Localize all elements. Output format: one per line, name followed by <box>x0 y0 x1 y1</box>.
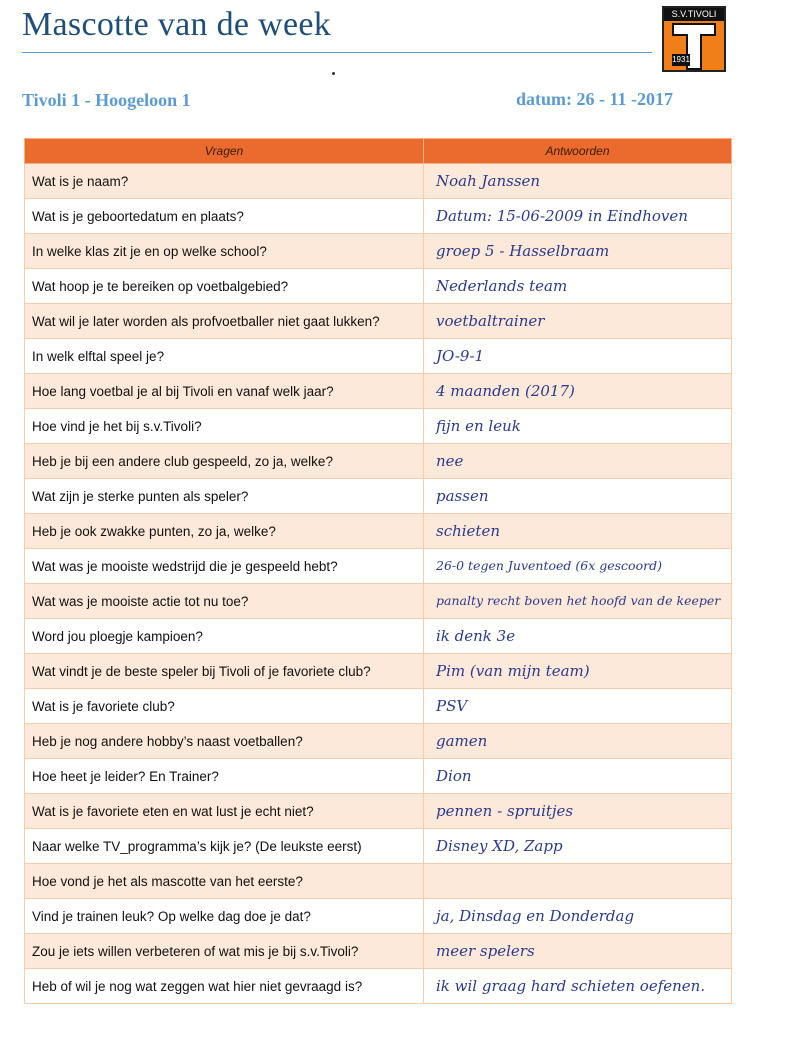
table-row <box>25 444 732 479</box>
answer-cell: PSV <box>424 689 732 724</box>
title-divider <box>22 52 652 53</box>
table-row <box>25 164 732 199</box>
club-logo <box>662 6 726 72</box>
question-cell: Heb je ook zwakke punten, zo ja, welke? <box>25 514 424 549</box>
answer-cell <box>424 864 732 899</box>
col-header-answers: Antwoorden <box>424 139 732 164</box>
answer-cell: Dion <box>424 759 732 794</box>
question-cell: Word jou ploegje kampioen? <box>25 619 424 654</box>
table-row <box>25 829 732 864</box>
question-cell: Hoe vind je het bij s.v.Tivoli? <box>25 409 424 444</box>
match-label: Tivoli 1 - Hoogeloon 1 <box>22 90 191 110</box>
answer-cell: meer spelers <box>424 934 732 969</box>
answer-cell: ik denk 3e <box>424 619 732 654</box>
question-cell: Wat is je favoriete club? <box>25 689 424 724</box>
answer-cell: Disney XD, Zapp <box>424 829 732 864</box>
question-cell: Heb of wil je nog wat zeggen wat hier niet gevraagd is? <box>25 969 424 1004</box>
answer-cell: Nederlands team <box>424 269 732 304</box>
table-row <box>25 339 732 374</box>
answer-cell: groep 5 - Hasselbraam <box>424 234 732 269</box>
table-row <box>25 479 732 514</box>
question-cell: Hoe heet je leider? En Trainer? <box>25 759 424 794</box>
question-cell: Wat is je favoriete eten en wat lust je echt niet? <box>25 794 424 829</box>
answer-cell: Pim (van mijn team) <box>424 654 732 689</box>
answer-cell: pennen - spruitjes <box>424 794 732 829</box>
table-header-row <box>25 139 732 164</box>
table-row <box>25 724 732 759</box>
table-row <box>25 234 732 269</box>
table-row <box>25 374 732 409</box>
table-row <box>25 759 732 794</box>
table-row <box>25 619 732 654</box>
answer-cell: Noah Janssen <box>424 164 732 199</box>
logo-text: S.V.TIVOLI <box>664 8 724 21</box>
table-row <box>25 584 732 619</box>
table-row <box>25 269 732 304</box>
answer-cell: nee <box>424 444 732 479</box>
question-cell: Wat was je mooiste wedstrijd die je gespeeld hebt? <box>25 549 424 584</box>
table-row <box>25 409 732 444</box>
table-row <box>25 864 732 899</box>
questionnaire-table <box>24 138 732 1004</box>
question-cell: Wat is je naam? <box>25 164 424 199</box>
question-cell: Heb je nog andere hobby’s naast voetballen? <box>25 724 424 759</box>
question-cell: Hoe vond je het als mascotte van het eerste? <box>25 864 424 899</box>
logo-year: 1931 <box>672 55 690 64</box>
answer-cell: voetbaltrainer <box>424 304 732 339</box>
question-cell: In welk elftal speel je? <box>25 339 424 374</box>
answer-cell: 26-0 tegen Juventoed (6x gescoord) <box>424 549 732 584</box>
question-cell: Wat is je geboortedatum en plaats? <box>25 199 424 234</box>
question-cell: Wat wil je later worden als profvoetballer niet gaat lukken? <box>25 304 424 339</box>
question-cell: Wat hoop je te bereiken op voetbalgebied? <box>25 269 424 304</box>
table-row <box>25 969 732 1004</box>
question-cell: Vind je trainen leuk? Op welke dag doe je dat? <box>25 899 424 934</box>
table-row <box>25 899 732 934</box>
question-cell: Hoe lang voetbal je al bij Tivoli en vanaf welk jaar? <box>25 374 424 409</box>
question-cell: Wat zijn je sterke punten als speler? <box>25 479 424 514</box>
table-row <box>25 934 732 969</box>
table-row <box>25 304 732 339</box>
table-row <box>25 514 732 549</box>
answer-cell: 4 maanden (2017) <box>424 374 732 409</box>
answer-cell: gamen <box>424 724 732 759</box>
answer-cell: schieten <box>424 514 732 549</box>
table-row <box>25 549 732 584</box>
answer-cell: fijn en leuk <box>424 409 732 444</box>
answer-cell: Datum: 15-06-2009 in Eindhoven <box>424 199 732 234</box>
question-cell: Wat was je mooiste actie tot nu toe? <box>25 584 424 619</box>
answer-cell: JO-9-1 <box>424 339 732 374</box>
question-cell: Zou je iets willen verbeteren of wat mis je bij s.v.Tivoli? <box>25 934 424 969</box>
question-cell: Heb je bij een andere club gespeeld, zo ja, welke? <box>25 444 424 479</box>
col-header-questions: Vragen <box>25 139 424 164</box>
table-row <box>25 654 732 689</box>
table-row <box>25 199 732 234</box>
table-row <box>25 794 732 829</box>
table-row <box>25 689 732 724</box>
date-label: datum: 26 - 11 -2017 <box>516 89 673 109</box>
page-title: Mascotte van de week <box>22 6 332 43</box>
question-cell: Wat vindt je de beste speler bij Tivoli of je favoriete club? <box>25 654 424 689</box>
answer-cell: passen <box>424 479 732 514</box>
question-cell: In welke klas zit je en op welke school? <box>25 234 424 269</box>
stray-dot <box>332 72 335 75</box>
answer-cell: ik wil graag hard schieten oefenen. <box>424 969 732 1004</box>
question-cell: Naar welke TV_programma’s kijk je? (De leukste eerst) <box>25 829 424 864</box>
answer-cell: ja, Dinsdag en Donderdag <box>424 899 732 934</box>
answer-cell: panalty recht boven het hoofd van de keeper <box>424 584 732 619</box>
